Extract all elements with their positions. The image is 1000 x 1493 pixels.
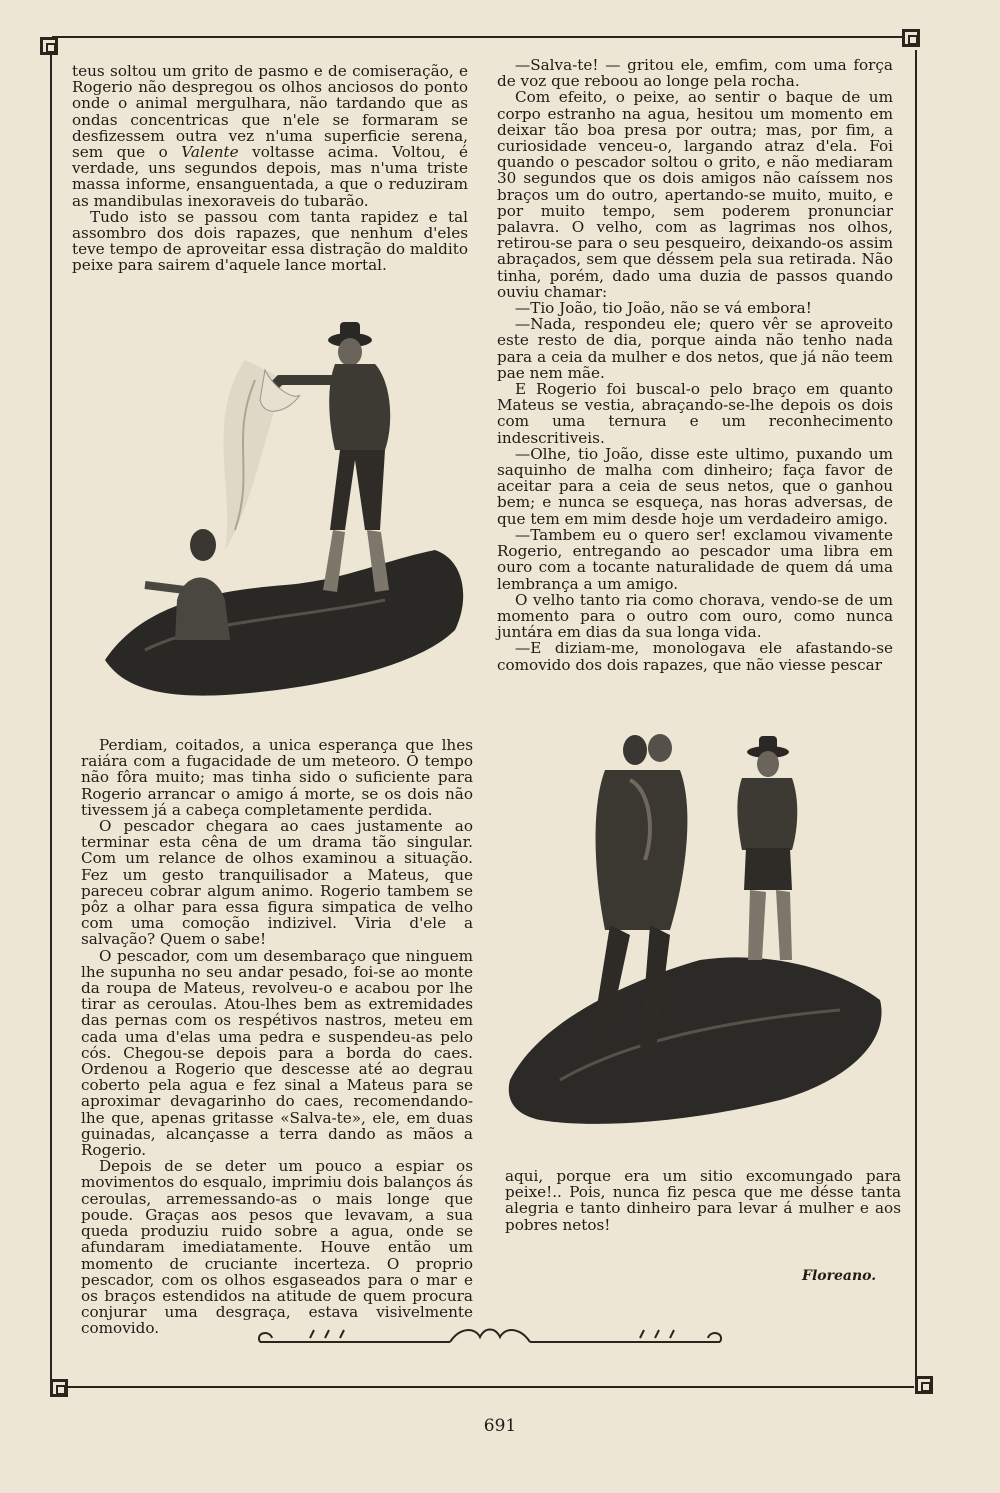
column-left-bottom-text: [81, 737, 473, 1337]
corner-ornament-top-left: [40, 37, 58, 55]
paragraph: —Tio João, tio João, não se vá embora!: [515, 299, 812, 318]
paragraph: teus soltou um grito de pasmo e de comiseração, e Rogerio não despregou os olhos anciosos do ponto onde o animal mergulhara, não tardando que as ondas concentricas que n'ele se formaram se desfizessem outra vez n'uma superficie serena, sem que o Valente voltasse acima. Voltou, é verdade, uns segundos depois, mas n'uma triste massa informe, ensanguentada, a que o reduziram as mandibulas inexoraveis do tubarão.: [72, 62, 469, 210]
column-right-bottom-text: [505, 1168, 901, 1233]
paragraph: —Salva-te! — gritou ele, emfim, com uma força de voz que reboou ao longe pela rocha.: [497, 56, 893, 91]
author-signature: Floreano.: [802, 1268, 877, 1284]
paragraph: —Tambem eu o quero ser! exclamou vivamente Rogerio, entregando ao pescador uma libra em ouro com a tocante naturalidade de quem dá uma lembrança a um amigo.: [497, 525, 893, 593]
column-left-top-text: [72, 63, 468, 274]
paragraph: —Olhe, tio João, disse este ultimo, puxando um saquinho de malha com dinheiro; faça favor de aceitar para a ceia de seus netos, que o ganhou bem; e nunca se esqueça, nas horas adversas, de que tem em mim desde hoje um verdadeiro amigo.: [497, 444, 893, 528]
paragraph: —E diziam-me, monologava ele afastando-se comovido dos dois rapazes, que não viesse pescar: [497, 639, 893, 674]
illustration-friends-embracing: [480, 720, 900, 1160]
paragraph: —Nada, respondeu ele; quero vêr se aproveito este resto de dia, porque ainda não tenho nada para a ceia da mulher e dos netos, que já não teem pae nem mãe.: [497, 315, 893, 382]
page-number: 691: [483, 1416, 517, 1436]
frame-left-line: [50, 54, 52, 1382]
corner-ornament-bottom-right: [915, 1376, 933, 1394]
frame-bottom-line: [62, 1386, 914, 1388]
corner-ornament-top-right: [902, 29, 920, 47]
frame-right-line: [915, 50, 917, 1376]
paragraph: aqui, porque era um sitio excomungado para peixe!.. Pois, nunca fiz pesca que me désse tanta alegria e tanto dinheiro para levar á mulher e aos pobres netos!: [505, 1167, 901, 1234]
paragraph: Perdiam, coitados, a unica esperança que lhes raiára com a fugacidade de um meteoro. O tempo não fôra muito; mas tinha sido o suficiente para Rogerio arrancar o amigo á morte, se os dois não tivessem já a cabeça completamente perdida.: [81, 736, 473, 819]
decorative-ornament: [250, 1322, 730, 1356]
column-right-top-text: [497, 57, 893, 673]
corner-ornament-bottom-left: [50, 1379, 68, 1397]
frame-top-line: [52, 36, 902, 38]
paragraph: Depois de se deter um pouco a espiar os movimentos do esqualo, imprimiu dois balanços ás ceroulas, arremessando-as o mais longe que poude. Graças aos pesos que levavam, a sua queda produziu ruido sobre a agua, onde se afundaram imediatamente. Houve então um momento de cruciante incerteza. O proprio pescador, com os olhos esgaseados para o mar e os braços estendidos na atitude de quem procura conjurar uma desgraça, estava visivelmente comovido.: [81, 1157, 473, 1338]
paragraph: Com efeito, o peixe, ao sentir o baque de um corpo estranho na agua, hesitou um momento em deixar tão boa presa por outra; mas, por fim, a curiosidade venceu-o, largando atraz d'ela. Foi quando o pescador soltou o grito, e não mediaram 30 segundos que os dois amigos não caíssem nos braços um do outro, apertando-se muito, muito, e por muito tempo, sem poderem pronunciar palavra. O velho, com as lagrimas nos olhos, retirou-se para o seu pesqueiro, deixando-os assim abraçados, sem que déssem pela sua retirada. Não tinha, porém, dado uma duzia de passos quando ouviu chamar:: [497, 88, 893, 301]
ship-name: Valente: [181, 143, 239, 162]
illustration-fisherman-throwing: [85, 300, 485, 705]
paragraph: E Rogerio foi buscal-o pelo braço em quanto Mateus se vestia, abraçando-se-lhe depois os dois com uma ternura e um reconhecimento indescritiveis.: [497, 380, 893, 447]
paragraph: O pescador chegara ao caes justamente ao terminar esta cêna de um drama tão singular. Com um relance de olhos examinou a situação. Fez um gesto tranquilisador a Mateus, que pareceu cobrar algum animo. Rogerio tambem se pôz a olhar para essa figura simpatica de velho com uma comoção indizivel. Viria d'ele a salvação? Quem o sabe!: [81, 817, 473, 949]
paragraph: O pescador, com um desembaraço que ninguem lhe supunha no seu andar pesado, foi-se ao monte da roupa de Mateus, revolveu-o e acabou por lhe tirar as ceroulas. Atou-lhes bem as extremidades das pernas com os respétivos nastros, meteu em cada uma d'elas uma pedra e suspendeu-as pelo cós. Chegou-se depois para a borda do caes. Ordenou a Rogerio que descesse até ao degrau coberto pela agua e fez sinal a Mateus para se aproximar devagarinho do caes, recomendando-lhe que, apenas gritasse «Salva-te», ele, em duas guinadas, alcançasse a terra dando as mãos a Rogerio.: [81, 946, 473, 1160]
paragraph: O velho tanto ria como chorava, vendo-se de um momento para o outro com ouro, como nunca juntára em dias da sua longa vida.: [497, 590, 893, 642]
paragraph: Tudo isto se passou com tanta rapidez e tal assombro dos dois rapazes, que nenhum d'eles teve tempo de aproveitar essa distração do maldito peixe para sairem d'aquele lance mortal.: [72, 207, 468, 275]
